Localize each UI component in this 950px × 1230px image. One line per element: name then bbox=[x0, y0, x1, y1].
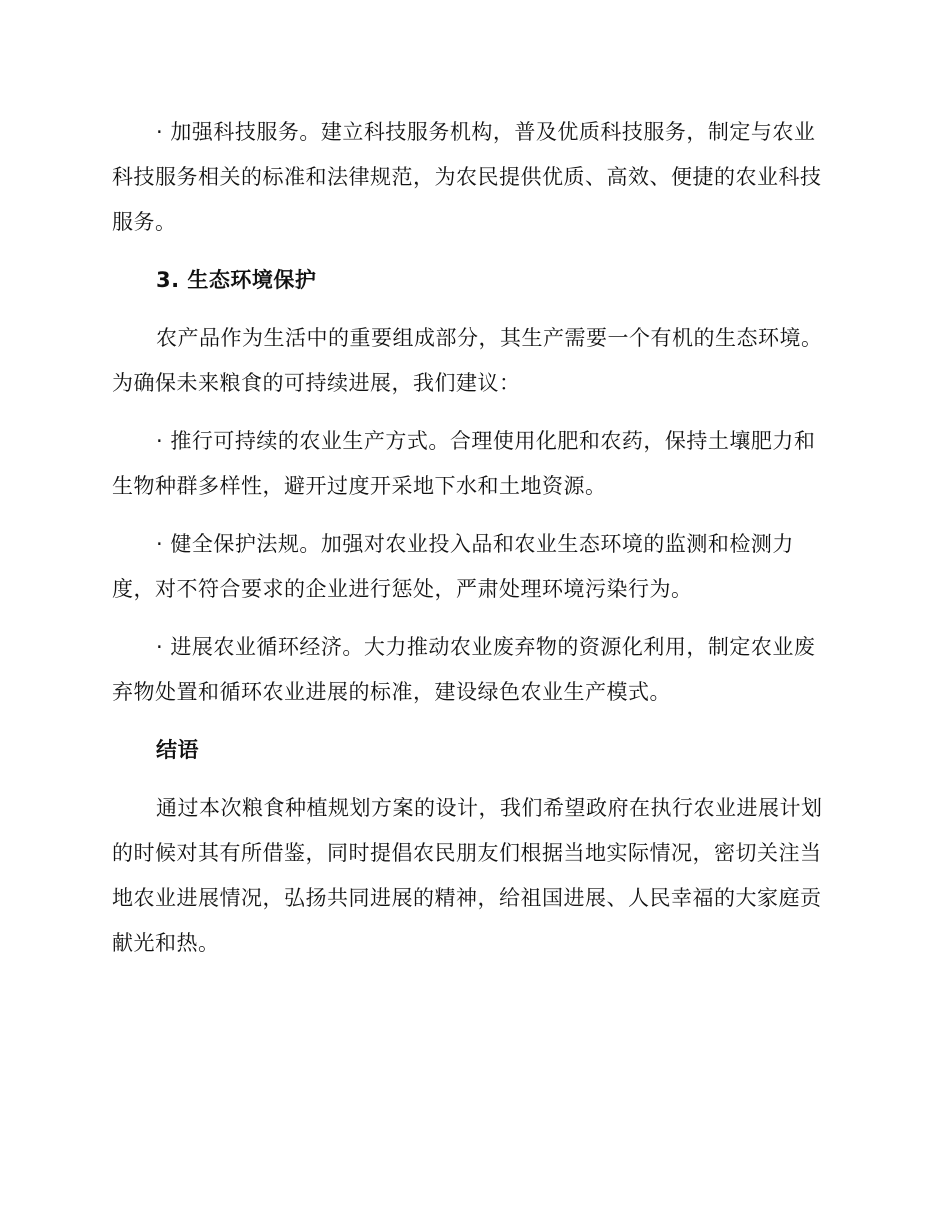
paragraph-circular-economy: · 进展农业循环经济。大力推动农业废弃物的资源化利用，制定农业废弃物处置和循环农业进展的标准，建设绿色农业生产模式。 bbox=[112, 635, 816, 704]
paragraph-protection-laws: · 健全保护法规。加强对农业投入品和农业生态环境的监测和检测力度，对不符合要求的企业进行惩处，严肃处理环境污染行为。 bbox=[112, 532, 794, 601]
paragraph-conclusion: 通过本次粮食种植规划方案的设计，我们希望政府在执行农业进展计划的时候对其有所借鉴，同时提倡农民朋友们根据当地实际情况，密切关注当地农业进展情况，弘扬共同进展的精神，给祖国进展、人民幸福的大家庭贡献光和热。 bbox=[112, 796, 823, 955]
paragraph-tech-services: · 加强科技服务。建立科技服务机构，普及优质科技服务，制定与农业科技服务相关的标准和法律规范，为农民提供优质、高效、便捷的农业科技服务。 bbox=[112, 120, 822, 234]
section-heading-ecology: 3. 生态环境保护 bbox=[156, 268, 317, 292]
section-heading-conclusion: 结语 bbox=[156, 738, 199, 762]
document-body bbox=[112, 110, 834, 979]
paragraph-ecology-intro: 农产品作为生活中的重要组成部分，其生产需要一个有机的生态环境。为确保未来粮食的可持续进展，我们建议： bbox=[112, 326, 823, 395]
paragraph-sustainable-production: · 推行可持续的农业生产方式。合理使用化肥和农药，保持土壤肥力和生物种群多样性，避开过度开采地下水和土地资源。 bbox=[112, 429, 816, 498]
